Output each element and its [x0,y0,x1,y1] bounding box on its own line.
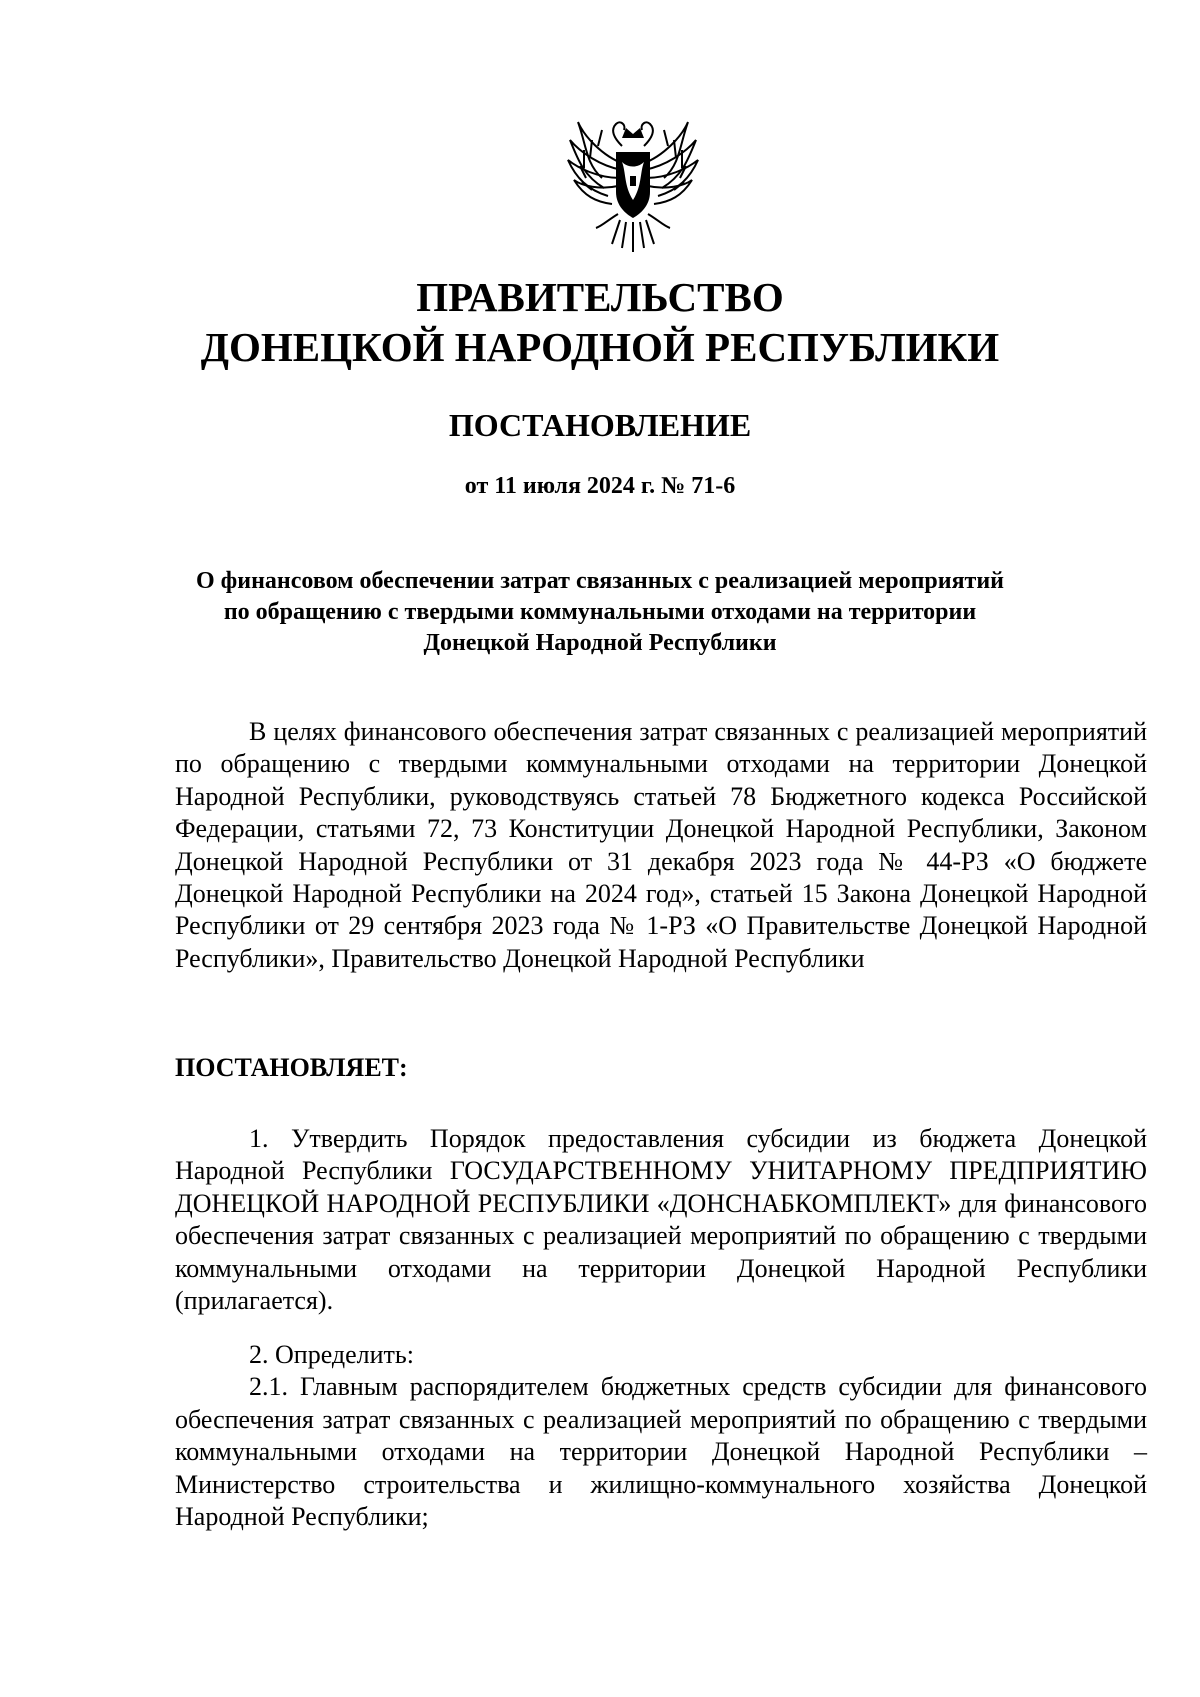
preamble-paragraph [175,716,1147,975]
decides-heading: ПОСТАНОВЛЯЕТ: [175,1053,408,1082]
subject-line3: Донецкой Народной Республики [423,630,777,656]
item-2-1-text: 2.1. Главным распорядителем бюджетных средств субсидии для финансового обеспечения затрат связанных с реализацией мероприятий по обращению с твердыми коммунальными отходами на территории Донецкой Народной Республики – Министерство строительства и жилищно-коммунального хозяйства Донецкой Народной Республики; [175,1372,1147,1532]
government-title-line1: ПРАВИТЕЛЬСТВО [416,274,784,320]
item-1-text: 1. Утвердить Порядок предоставления субсидии из бюджета Донецкой Народной Республики ГОСУДАРСТВЕННОМУ УНИТАРНОМУ ПРЕДПРИЯТИЮ ДОНЕЦКОЙ НАРОДНОЙ РЕСПУБЛИКИ «ДОНСНАБКОМПЛЕКТ» для финансового обеспечения затрат связанных с реализацией мероприятий по обращению с твердыми коммунальными отходами на территории Донецкой Народной Республики (прилагается). [175,1124,1147,1316]
item-1-paragraph [175,1123,1147,1317]
government-title [0,272,1200,372]
item-2-text: 2. Определить: [249,1340,414,1369]
subject-line2: по обращению с твердыми коммунальными отходами на территории [223,599,977,625]
subject-line1: О финансовом обеспечении затрат связанных с реализацией мероприятий [196,568,1004,594]
item-2-block [175,1339,1147,1533]
document-subject [0,566,1200,659]
coat-of-arms-emblem [562,116,704,259]
document-type: ПОСТАНОВЛЕНИЕ [448,407,752,443]
government-title-line2: ДОНЕЦКОЙ НАРОДНОЙ РЕСПУБЛИКИ [200,324,1000,370]
date-and-number: от 11 июля 2024 г. № 71-6 [464,473,736,499]
preamble-text: В целях финансового обеспечения затрат связанных с реализацией мероприятий по обращению с твердыми коммунальными отходами на территории Донецкой Народной Республики, руководствуясь статьей 78 Бюджетного кодекса Российской Федерации, статьями 72, 73 Конституции Донецкой Народной Республики, Законом Донецкой Народной Республики от 31 декабря 2023 года № 44-РЗ «О бюджете Донецкой Народной Республики на 2024 год», статьей 15 Закона Донецкой Народной Республики от 29 сентября 2023 года № 1-РЗ «О Правительстве Донецкой Народной Республики», Правительство Донецкой Народной Республики [175,717,1147,973]
